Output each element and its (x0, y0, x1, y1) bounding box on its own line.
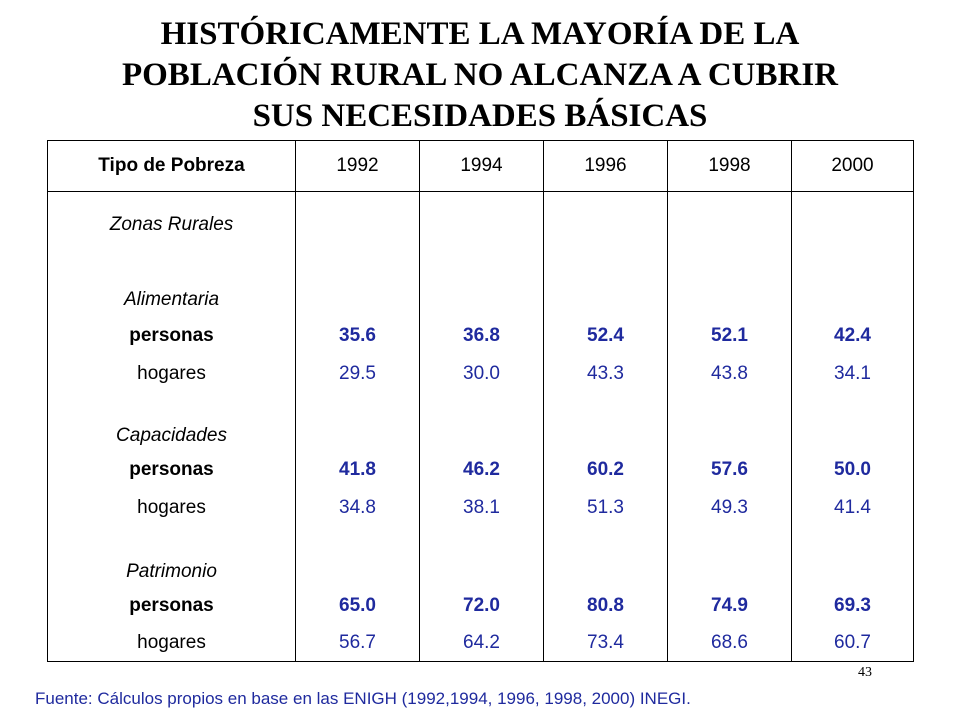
row-label: hogares (48, 355, 296, 393)
group-label: Patrimonio (48, 527, 296, 587)
cell-value: 46.2 (420, 451, 544, 489)
cell-value: 34.8 (296, 489, 420, 527)
group-row-capacidades (48, 393, 914, 451)
cell-value: 49.3 (668, 489, 792, 527)
cell-value: 80.8 (544, 587, 668, 625)
row-label: personas (48, 451, 296, 489)
header-year-2000: 2000 (792, 141, 914, 192)
cell-value: 50.0 (792, 451, 914, 489)
title-line-1: HISTÓRICAMENTE LA MAYORÍA DE LA (160, 16, 800, 52)
header-year-1992: 1992 (296, 141, 420, 192)
title-line-2: POBLACIÓN RURAL NO ALCANZA A CUBRIR (121, 57, 839, 93)
table-row (48, 451, 914, 489)
table-header-row (48, 141, 914, 192)
cell-value: 38.1 (420, 489, 544, 527)
poverty-table (47, 140, 914, 662)
cell-value: 52.1 (668, 317, 792, 355)
page-number: 43 (858, 665, 872, 680)
cell-value: 52.4 (544, 317, 668, 355)
table-row (48, 317, 914, 355)
zone-row (48, 192, 914, 258)
group-row-patrimonio (48, 527, 914, 587)
header-tipo-de-pobreza: Tipo de Pobreza (48, 141, 296, 192)
cell-value: 60.7 (792, 625, 914, 662)
table-row (48, 355, 914, 393)
cell-value: 72.0 (420, 587, 544, 625)
row-label: personas (48, 317, 296, 355)
cell-value: 64.2 (420, 625, 544, 662)
cell-value: 35.6 (296, 317, 420, 355)
table-row (48, 489, 914, 527)
title-line-3: SUS NECESIDADES BÁSICAS (252, 98, 708, 134)
slide-title (0, 14, 960, 137)
cell-value: 43.8 (668, 355, 792, 393)
group-row-alimentaria (48, 258, 914, 317)
cell-value: 42.4 (792, 317, 914, 355)
zone-label: Zonas Rurales (48, 192, 296, 258)
cell-value: 60.2 (544, 451, 668, 489)
cell-value: 68.6 (668, 625, 792, 662)
table-row (48, 587, 914, 625)
group-label: Alimentaria (48, 258, 296, 317)
cell-value: 74.9 (668, 587, 792, 625)
source-note: Fuente: Cálculos propios en base en las ENIGH (1992,1994, 1996, 1998, 2000) INEGI. (35, 689, 691, 708)
cell-value: 43.3 (544, 355, 668, 393)
header-year-1994: 1994 (420, 141, 544, 192)
header-year-1996: 1996 (544, 141, 668, 192)
cell-value: 36.8 (420, 317, 544, 355)
cell-value: 29.5 (296, 355, 420, 393)
cell-value: 30.0 (420, 355, 544, 393)
cell-value: 73.4 (544, 625, 668, 662)
cell-value: 65.0 (296, 587, 420, 625)
cell-value: 51.3 (544, 489, 668, 527)
row-label: personas (48, 587, 296, 625)
cell-value: 41.8 (296, 451, 420, 489)
cell-value: 41.4 (792, 489, 914, 527)
table-row (48, 625, 914, 662)
cell-value: 69.3 (792, 587, 914, 625)
row-label: hogares (48, 625, 296, 662)
row-label: hogares (48, 489, 296, 527)
group-label: Capacidades (48, 393, 296, 451)
cell-value: 56.7 (296, 625, 420, 662)
header-year-1998: 1998 (668, 141, 792, 192)
cell-value: 34.1 (792, 355, 914, 393)
cell-value: 57.6 (668, 451, 792, 489)
